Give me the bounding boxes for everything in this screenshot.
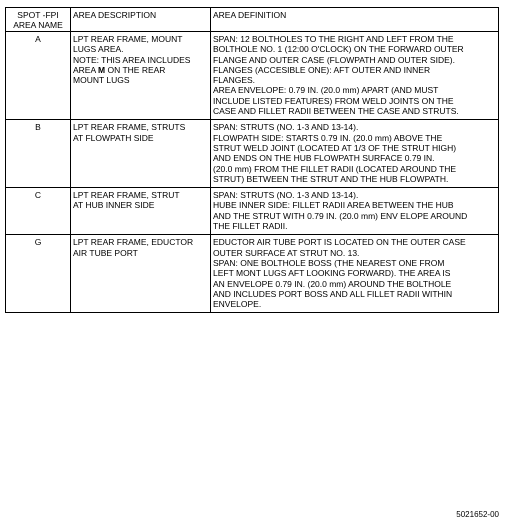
description-line: AT HUB INNER SIDE — [73, 200, 155, 211]
document-number: 5021652-00 — [456, 510, 499, 519]
description-line: LPT REAR FRAME, MOUNT — [73, 34, 183, 44]
definition-line: (20.0 mm) FROM THE FILLET RADII (LOCATED AROUND THE — [213, 163, 457, 174]
definition-line: LEFT MONT LUGS AFT LOOKING FORWARD). THE AREA IS — [213, 268, 451, 279]
header-area-description: AREA DESCRIPTION — [71, 8, 211, 32]
definition-line: STRUT WELD JOINT (LOCATED AT 1/3 OF THE STRUT HIGH) — [213, 142, 457, 153]
description-line: LUGS AREA. — [73, 44, 124, 55]
definition-line: AN ENVELOPE 0.79 IN. (20.0 mm) AROUND THE BOLTHOLE — [213, 278, 452, 289]
definition-line: AND THE STRUT WITH 0.79 IN. (20.0 mm) ENV ELOPE AROUND — [213, 210, 468, 221]
definition-line: OUTER SURFACE AT STRUT NO. 13. — [213, 247, 360, 258]
description-text: AREA — [73, 64, 99, 75]
area-description-cell — [71, 120, 211, 188]
definition-line: SPAN: 12 BOLTHOLES TO THE RIGHT AND LEFT FROM THE — [213, 34, 454, 44]
definition-line: SPAN: ONE BOLTHOLE BOSS (THE NEAREST ONE FROM — [213, 257, 445, 268]
definition-line: EDUCTOR AIR TUBE PORT IS LOCATED ON THE OUTER CASE — [213, 237, 466, 248]
definition-line: AREA ENVELOPE: 0.79 IN. (20.0 mm) APART (AND MUST — [213, 85, 439, 96]
area-definition-cell — [211, 188, 499, 235]
definition-line: FLOWPATH SIDE: STARTS 0.79 IN. (20.0 mm) ABOVE THE — [213, 132, 443, 143]
spot-fpi-area-table — [5, 7, 499, 313]
area-name-cell: A — [6, 32, 71, 120]
description-line: AT FLOWPATH SIDE — [73, 132, 154, 143]
description-line: LPT REAR FRAME, STRUTS — [73, 122, 186, 133]
area-name-cell: G — [6, 235, 71, 313]
definition-line: CASE AND FILLET RADII BETWEEN THE CASE AND STRUTS. — [213, 106, 459, 117]
header-area-name: SPOT -FPI AREA NAME — [6, 8, 71, 32]
definition-line: FLANGES. — [213, 75, 256, 86]
area-description-cell — [71, 32, 211, 120]
definition-line: THE FILLET RADII. — [213, 221, 288, 232]
definition-line: BOLTHOLE NO. 1 (12:00 O'CLOCK) ON THE FORWARD OUTER — [213, 44, 464, 55]
area-definition-cell — [211, 32, 499, 120]
area-definition-cell — [211, 120, 499, 188]
description-text: ON THE REAR — [105, 64, 166, 75]
definition-line: FLANGES (ACCESIBLE ONE): AFT OUTER AND INNER — [213, 64, 431, 75]
description-line: NOTE: THIS AREA INCLUDES — [73, 54, 191, 65]
table-header-row — [6, 8, 499, 32]
definition-line: AND INCLUDES PORT BOSS AND ALL FILLET RADII WITHIN — [213, 288, 453, 299]
description-line: AIR TUBE PORT — [73, 247, 138, 258]
definition-line: STRUT) BETWEEN THE STRUT AND THE HUB FLOWPATH. — [213, 173, 449, 184]
definition-line: FLANGE AND OUTER CASE (FLOWPATH AND OUTER SIDE). — [213, 54, 455, 65]
area-letter-bold: M — [98, 64, 106, 75]
area-description-cell — [71, 188, 211, 235]
description-line: LPT REAR FRAME, STRUT — [73, 190, 180, 201]
definition-line: INCLUDE LISTED FEATURES) FROM WELD JOINTS ON THE — [213, 95, 454, 106]
header-area-definition: AREA DEFINITION — [211, 8, 499, 32]
area-name-cell: C — [6, 188, 71, 235]
area-name-cell: B — [6, 120, 71, 188]
description-line: MOUNT LUGS — [73, 75, 130, 86]
description-line — [73, 65, 208, 75]
table-row — [6, 120, 499, 188]
table-body — [6, 32, 499, 313]
definition-line: AND ENDS ON THE HUB FLOWPATH SURFACE 0.79 IN. — [213, 153, 435, 164]
definition-line: SPAN: STRUTS (NO. 1-3 AND 13-14). — [213, 190, 359, 201]
definition-line: ENVELOPE. — [213, 299, 262, 310]
definition-line: HUBE INNER SIDE: FILLET RADII AREA BETWEEN THE HUB — [213, 200, 454, 211]
description-line: LPT REAR FRAME, EDUCTOR — [73, 237, 194, 248]
area-definition-cell — [211, 235, 499, 313]
table-row — [6, 235, 499, 313]
definition-line: SPAN: STRUTS (NO. 1-3 AND 13-14). — [213, 122, 359, 133]
table-row — [6, 32, 499, 120]
table-row — [6, 188, 499, 235]
area-description-cell — [71, 235, 211, 313]
